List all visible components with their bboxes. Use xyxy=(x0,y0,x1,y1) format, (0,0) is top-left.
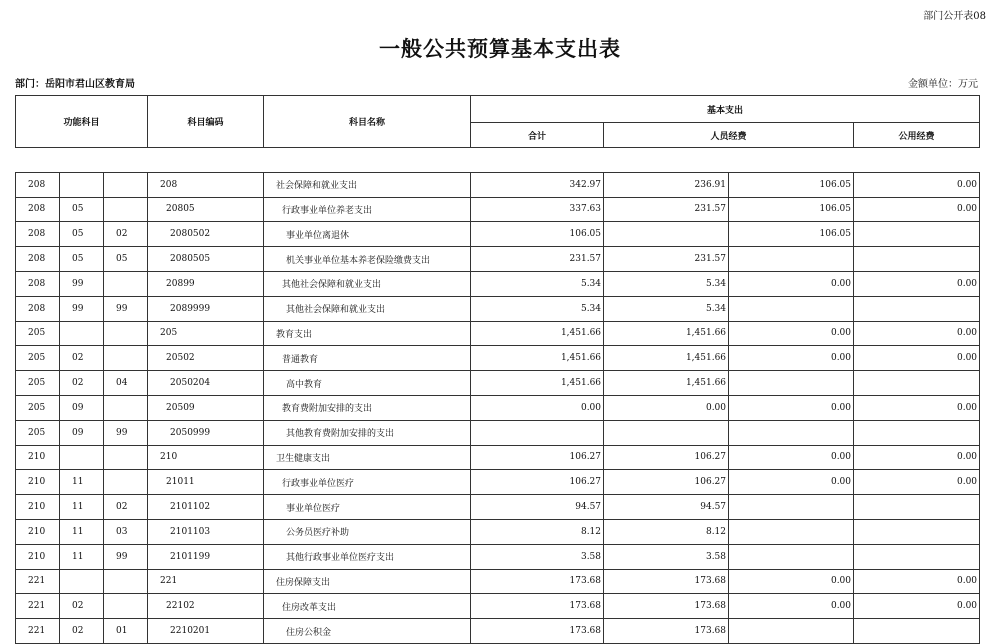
name-cell: 住房保障支出 xyxy=(264,569,471,594)
func-subitem xyxy=(104,569,148,594)
code-cell: 21011 xyxy=(148,470,264,495)
code-cell: 2050204 xyxy=(148,371,264,396)
table-row xyxy=(16,222,980,247)
func-item: 99 xyxy=(60,271,104,296)
personnel-extra-cell: 0.00 xyxy=(729,271,854,296)
func-class: 221 xyxy=(16,594,60,619)
func-class: 205 xyxy=(16,395,60,420)
header-spacer xyxy=(16,148,980,173)
name-cell: 其他社会保障和就业支出 xyxy=(264,271,471,296)
func-class: 208 xyxy=(16,271,60,296)
total-cell: 173.68 xyxy=(471,569,604,594)
table-row xyxy=(16,371,980,396)
budget-table xyxy=(15,95,980,644)
total-cell: 1,451.66 xyxy=(471,371,604,396)
personnel-extra-cell xyxy=(729,420,854,445)
public-cell xyxy=(854,371,980,396)
func-subitem: 02 xyxy=(104,222,148,247)
public-cell: 0.00 xyxy=(854,172,980,197)
func-item: 11 xyxy=(60,544,104,569)
table-row xyxy=(16,594,980,619)
personnel-cell: 5.34 xyxy=(604,271,729,296)
public-cell xyxy=(854,544,980,569)
func-class: 205 xyxy=(16,371,60,396)
name-cell: 其他教育费附加安排的支出 xyxy=(264,420,471,445)
func-item xyxy=(60,445,104,470)
name-cell: 公务员医疗补助 xyxy=(264,519,471,544)
public-cell xyxy=(854,619,980,644)
total-cell: 1,451.66 xyxy=(471,346,604,371)
name-cell: 其他社会保障和就业支出 xyxy=(264,296,471,321)
code-cell: 20805 xyxy=(148,197,264,222)
func-subitem xyxy=(104,445,148,470)
func-subitem xyxy=(104,172,148,197)
personnel-extra-cell xyxy=(729,619,854,644)
table-row xyxy=(16,296,980,321)
func-subitem xyxy=(104,346,148,371)
public-cell xyxy=(854,495,980,520)
header-func: 功能科目 xyxy=(16,96,148,148)
func-subitem: 02 xyxy=(104,495,148,520)
personnel-cell: 5.34 xyxy=(604,296,729,321)
total-cell: 5.34 xyxy=(471,271,604,296)
table-row xyxy=(16,197,980,222)
public-cell: 0.00 xyxy=(854,569,980,594)
name-cell: 教育费附加安排的支出 xyxy=(264,395,471,420)
name-cell: 卫生健康支出 xyxy=(264,445,471,470)
name-cell: 事业单位离退休 xyxy=(264,222,471,247)
code-cell: 208 xyxy=(148,172,264,197)
total-cell: 0.00 xyxy=(471,395,604,420)
total-cell: 337.63 xyxy=(471,197,604,222)
func-class: 210 xyxy=(16,470,60,495)
table-row xyxy=(16,569,980,594)
func-class: 221 xyxy=(16,569,60,594)
personnel-extra-cell xyxy=(729,371,854,396)
code-cell: 2080505 xyxy=(148,247,264,272)
func-item: 99 xyxy=(60,296,104,321)
personnel-cell: 1,451.66 xyxy=(604,371,729,396)
total-cell: 106.05 xyxy=(471,222,604,247)
func-item: 09 xyxy=(60,395,104,420)
code-cell: 2089999 xyxy=(148,296,264,321)
name-cell: 社会保障和就业支出 xyxy=(264,172,471,197)
personnel-cell: 94.57 xyxy=(604,495,729,520)
name-cell: 机关事业单位基本养老保险缴费支出 xyxy=(264,247,471,272)
personnel-cell: 173.68 xyxy=(604,569,729,594)
func-class: 221 xyxy=(16,619,60,644)
func-class: 210 xyxy=(16,544,60,569)
func-item: 11 xyxy=(60,495,104,520)
personnel-cell: 106.27 xyxy=(604,470,729,495)
func-subitem xyxy=(104,594,148,619)
header-name: 科目名称 xyxy=(264,96,471,148)
func-item: 05 xyxy=(60,197,104,222)
func-class: 205 xyxy=(16,346,60,371)
func-class: 208 xyxy=(16,172,60,197)
personnel-extra-cell: 0.00 xyxy=(729,470,854,495)
func-item: 02 xyxy=(60,346,104,371)
total-cell: 3.58 xyxy=(471,544,604,569)
func-item xyxy=(60,321,104,346)
func-class: 208 xyxy=(16,247,60,272)
total-cell: 231.57 xyxy=(471,247,604,272)
table-body xyxy=(16,148,980,644)
code-cell: 2101199 xyxy=(148,544,264,569)
public-cell xyxy=(854,296,980,321)
header-basic: 基本支出 xyxy=(471,96,980,123)
public-cell xyxy=(854,222,980,247)
code-cell: 20509 xyxy=(148,395,264,420)
unit-label: 金额单位：万元 xyxy=(908,79,978,90)
func-class: 210 xyxy=(16,519,60,544)
personnel-extra-cell: 0.00 xyxy=(729,321,854,346)
header-public: 公用经费 xyxy=(854,123,980,148)
department-label: 部门：岳阳市君山区教育局 xyxy=(15,79,135,90)
func-subitem: 99 xyxy=(104,420,148,445)
personnel-extra-cell: 0.00 xyxy=(729,594,854,619)
personnel-extra-cell xyxy=(729,495,854,520)
personnel-extra-cell: 0.00 xyxy=(729,445,854,470)
func-subitem: 99 xyxy=(104,296,148,321)
table-row xyxy=(16,271,980,296)
name-cell: 住房公积金 xyxy=(264,619,471,644)
header-total: 合计 xyxy=(471,123,604,148)
name-cell: 行政事业单位医疗 xyxy=(264,470,471,495)
public-cell xyxy=(854,420,980,445)
code-cell: 22102 xyxy=(148,594,264,619)
personnel-cell: 1,451.66 xyxy=(604,346,729,371)
table-row xyxy=(16,445,980,470)
personnel-cell: 106.27 xyxy=(604,445,729,470)
func-class: 210 xyxy=(16,445,60,470)
func-class: 210 xyxy=(16,495,60,520)
table-row xyxy=(16,519,980,544)
total-cell: 1,451.66 xyxy=(471,321,604,346)
code-cell: 20502 xyxy=(148,346,264,371)
table-row xyxy=(16,420,980,445)
name-cell: 其他行政事业单位医疗支出 xyxy=(264,544,471,569)
personnel-cell: 0.00 xyxy=(604,395,729,420)
total-cell: 5.34 xyxy=(471,296,604,321)
table-row xyxy=(16,619,980,644)
func-class: 208 xyxy=(16,222,60,247)
total-cell xyxy=(471,420,604,445)
personnel-extra-cell xyxy=(729,519,854,544)
func-subitem: 05 xyxy=(104,247,148,272)
personnel-extra-cell: 0.00 xyxy=(729,346,854,371)
page-title: 一般公共预算基本支出表 xyxy=(379,36,621,61)
func-item: 02 xyxy=(60,619,104,644)
table-row xyxy=(16,321,980,346)
table-row xyxy=(16,470,980,495)
func-item: 02 xyxy=(60,594,104,619)
table-row xyxy=(16,346,980,371)
code-cell: 205 xyxy=(148,321,264,346)
personnel-extra-cell: 106.05 xyxy=(729,197,854,222)
total-cell: 106.27 xyxy=(471,445,604,470)
code-cell: 2050999 xyxy=(148,420,264,445)
table-row xyxy=(16,395,980,420)
table-row xyxy=(16,544,980,569)
personnel-extra-cell: 0.00 xyxy=(729,395,854,420)
func-item: 02 xyxy=(60,371,104,396)
public-cell: 0.00 xyxy=(854,594,980,619)
table-row xyxy=(16,172,980,197)
code-cell: 2101103 xyxy=(148,519,264,544)
name-cell: 高中教育 xyxy=(264,371,471,396)
func-subitem: 99 xyxy=(104,544,148,569)
name-cell: 住房改革支出 xyxy=(264,594,471,619)
personnel-cell: 173.68 xyxy=(604,619,729,644)
func-class: 205 xyxy=(16,420,60,445)
code-cell: 221 xyxy=(148,569,264,594)
func-subitem: 01 xyxy=(104,619,148,644)
public-cell: 0.00 xyxy=(854,445,980,470)
total-cell: 106.27 xyxy=(471,470,604,495)
func-subitem: 04 xyxy=(104,371,148,396)
code-cell: 2080502 xyxy=(148,222,264,247)
table-code: 部门公开表08 xyxy=(923,11,986,22)
personnel-cell xyxy=(604,222,729,247)
func-item: 05 xyxy=(60,222,104,247)
func-class: 205 xyxy=(16,321,60,346)
header-personnel: 人员经费 xyxy=(604,123,854,148)
code-cell: 2101102 xyxy=(148,495,264,520)
table-row xyxy=(16,495,980,520)
public-cell: 0.00 xyxy=(854,197,980,222)
func-class: 208 xyxy=(16,296,60,321)
name-cell: 事业单位医疗 xyxy=(264,495,471,520)
code-cell: 20899 xyxy=(148,271,264,296)
personnel-cell: 8.12 xyxy=(604,519,729,544)
total-cell: 8.12 xyxy=(471,519,604,544)
personnel-cell: 231.57 xyxy=(604,247,729,272)
personnel-extra-cell: 106.05 xyxy=(729,172,854,197)
func-subitem xyxy=(104,395,148,420)
personnel-cell: 1,451.66 xyxy=(604,321,729,346)
code-cell: 210 xyxy=(148,445,264,470)
func-item xyxy=(60,172,104,197)
personnel-extra-cell: 0.00 xyxy=(729,569,854,594)
personnel-extra-cell xyxy=(729,247,854,272)
public-cell: 0.00 xyxy=(854,321,980,346)
func-subitem: 03 xyxy=(104,519,148,544)
personnel-cell: 3.58 xyxy=(604,544,729,569)
personnel-extra-cell xyxy=(729,296,854,321)
code-cell: 2210201 xyxy=(148,619,264,644)
name-cell: 教育支出 xyxy=(264,321,471,346)
personnel-cell: 236.91 xyxy=(604,172,729,197)
func-item: 09 xyxy=(60,420,104,445)
func-item: 11 xyxy=(60,519,104,544)
func-subitem xyxy=(104,271,148,296)
func-subitem xyxy=(104,197,148,222)
func-item: 05 xyxy=(60,247,104,272)
public-cell: 0.00 xyxy=(854,271,980,296)
header-code: 科目编码 xyxy=(148,96,264,148)
total-cell: 173.68 xyxy=(471,594,604,619)
table-row xyxy=(16,247,980,272)
func-item xyxy=(60,569,104,594)
personnel-cell: 231.57 xyxy=(604,197,729,222)
name-cell: 行政事业单位养老支出 xyxy=(264,197,471,222)
func-class: 208 xyxy=(16,197,60,222)
public-cell xyxy=(854,247,980,272)
personnel-cell: 173.68 xyxy=(604,594,729,619)
public-cell: 0.00 xyxy=(854,395,980,420)
total-cell: 94.57 xyxy=(471,495,604,520)
func-subitem xyxy=(104,321,148,346)
personnel-cell xyxy=(604,420,729,445)
func-subitem xyxy=(104,470,148,495)
total-cell: 342.97 xyxy=(471,172,604,197)
personnel-extra-cell xyxy=(729,544,854,569)
personnel-extra-cell: 106.05 xyxy=(729,222,854,247)
public-cell: 0.00 xyxy=(854,346,980,371)
total-cell: 173.68 xyxy=(471,619,604,644)
func-item: 11 xyxy=(60,470,104,495)
public-cell xyxy=(854,519,980,544)
name-cell: 普通教育 xyxy=(264,346,471,371)
public-cell: 0.00 xyxy=(854,470,980,495)
